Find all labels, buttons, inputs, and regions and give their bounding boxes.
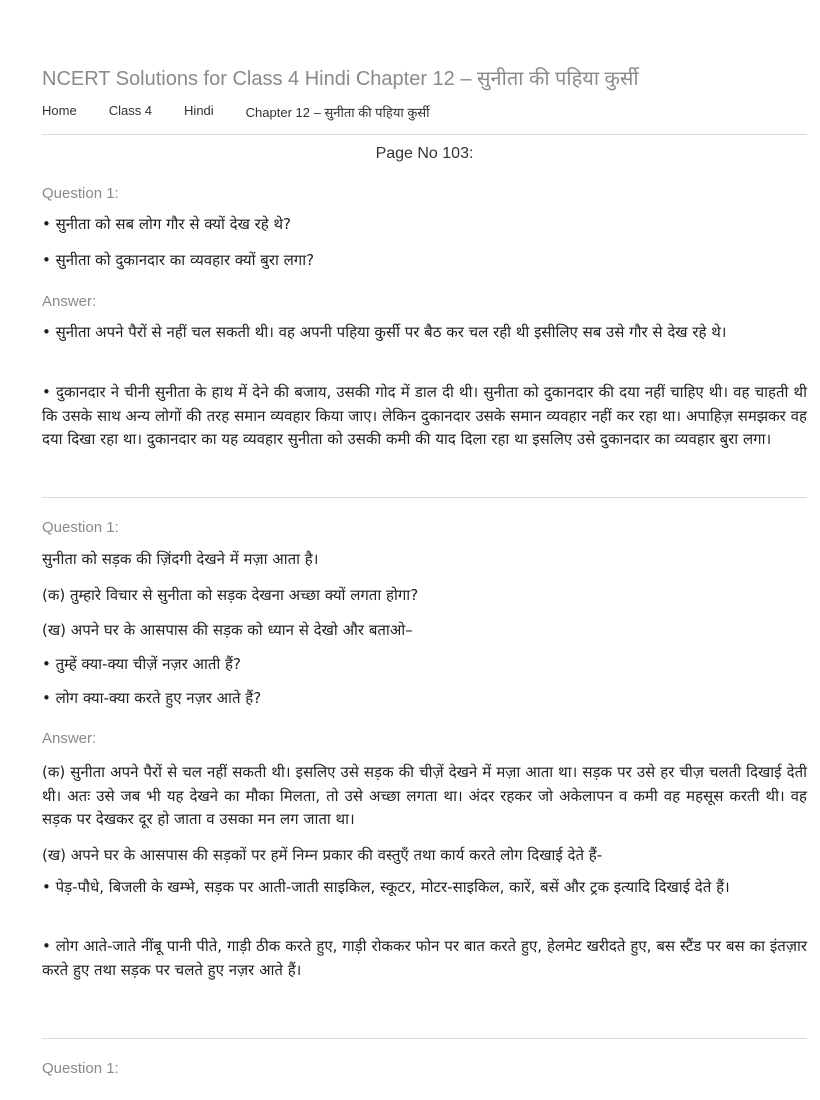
breadcrumb xyxy=(42,103,461,121)
question-label: Question 1: xyxy=(42,1060,119,1077)
divider xyxy=(42,1038,807,1039)
page-number: Page No 103: xyxy=(375,145,474,162)
answer-text: • दुकानदार ने चीनी सुनीता के हाथ में देने की बजाय, उसकी गोद में डाल दी थी। सुनीता को दुकानदार की दया नहीं चाहिए थी। वह चाहती थी कि उसके साथ अन्य लोगों की तरह समान व्यवहार किया जाए। लेकिन दुकानदार उसके समान व्यवहार नहीं कर रहा था। अपाहिज़ समझकर वह दया दिखा रहा था। दुकानदार का यह व्यवहार सुनीता को उसकी कमी की याद दिला रहा था इसलिए उसे दुकानदार का व्यवहार बुरा लगा। xyxy=(42,383,807,448)
answer-text: (क) सुनीता अपने पैरों से चल नहीं सकती थी। इसलिए उसे सड़क की चीज़ें देखने में मज़ा आता था। सड़क पर उसे हर चीज़ चलती दिखाई देती थी। अतः उसे जब भी यह देखने का मौका मिलता, तो उसे अच्छा लगता था। अंदर रहकर जो अकेलापन व कमी वह महसूस करती थी। वह सड़क पर देखकर दूर हो जाता व उसका मन लग जाता था। xyxy=(42,763,807,828)
answer-text: • लोग आते-जाते नींबू पानी पीते, गाड़ी ठीक करते हुए, गाड़ी रोककर फोन पर बात करते हुए, हेलमेट खरीदते हुए, बस स्टैंड पर बस का इंतज़ार करते हुए तथा सड़क पर चलते हुए नज़र आते हैं। xyxy=(42,937,807,979)
page-title: NCERT Solutions for Class 4 Hindi Chapter 12 – सुनीता की पहिया कुर्सी xyxy=(42,68,639,90)
question-text: (ख) अपने घर के आसपास की सड़क को ध्यान से देखो और बताओ– xyxy=(42,621,413,639)
question-text: • तुम्हें क्या-क्या चीज़ें नज़र आती हैं? xyxy=(42,655,241,673)
question-text: सुनीता को सड़क की ज़िंदगी देखने में मज़ा आता है। xyxy=(42,550,319,568)
question-text: • लोग क्या-क्या करते हुए नज़र आते हैं? xyxy=(42,689,262,707)
answer-label: Answer: xyxy=(42,293,97,310)
answer-label: Answer: xyxy=(42,730,97,747)
question-text: (क) तुम्हारे विचार से सुनीता को सड़क देखना अच्छा क्यों लगता होगा? xyxy=(42,586,419,604)
answer-text: • पेड़-पौधे, बिजली के खम्भे, सड़क पर आती-जाती साइकिल, स्कूटर, मोटर-साइकिल, कारें, बसें और ट्रक इत्यादि दिखाई देते हैं। xyxy=(42,878,730,896)
breadcrumb-class-link[interactable]: Class 4 xyxy=(108,103,153,118)
question-text: • सुनीता को दुकानदार का व्यवहार क्यों बुरा लगा? xyxy=(42,251,315,269)
question-label: Question 1: xyxy=(42,185,119,202)
breadcrumb-chapter-link[interactable]: Chapter 12 – सुनीता की पहिया कुर्सी xyxy=(245,105,430,120)
divider xyxy=(42,497,807,498)
question-label: Question 1: xyxy=(42,519,119,536)
breadcrumb-home-link[interactable]: Home xyxy=(42,103,77,118)
breadcrumb-subject-link[interactable]: Hindi xyxy=(184,103,214,118)
answer-text: • सुनीता अपने पैरों से नहीं चल सकती थी। वह अपनी पहिया कुर्सी पर बैठ कर चल रही थी इसीलिए सब उसे गौर से देख रहे थे। xyxy=(42,323,727,341)
question-text: • सुनीता को सब लोग गौर से क्यों देख रहे थे? xyxy=(42,215,292,233)
answer-text: (ख) अपने घर के आसपास की सड़कों पर हमें निम्न प्रकार की वस्तुएँ तथा कार्य करते लोग दिखाई देते हैं- xyxy=(42,846,603,864)
divider xyxy=(42,134,807,135)
